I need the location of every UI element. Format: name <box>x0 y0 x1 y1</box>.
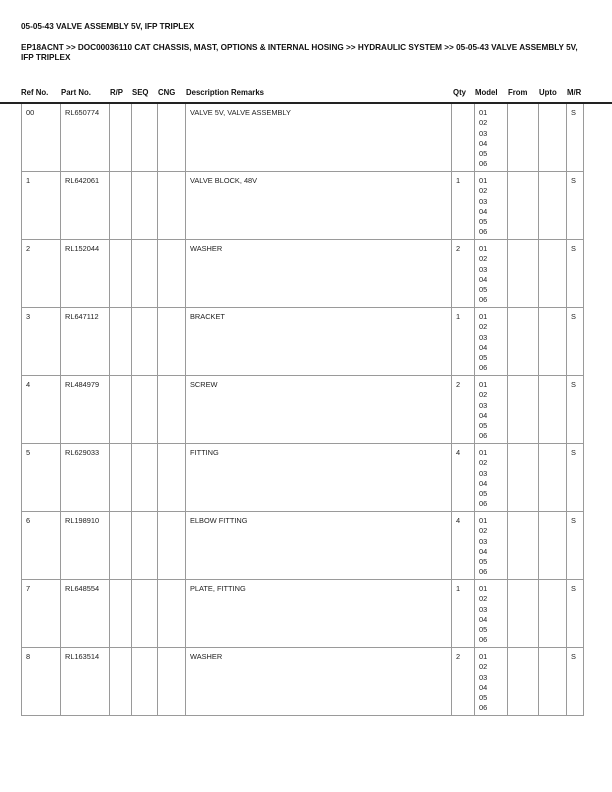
model-code: 02 <box>479 322 488 332</box>
cell-cng <box>158 104 186 172</box>
cell-mr: S <box>567 376 584 444</box>
header-qty: Qty <box>453 88 466 97</box>
cell-from <box>508 308 539 376</box>
document-title: 05-05-43 VALVE ASSEMBLY 5V, IFP TRIPLEX <box>21 22 195 31</box>
cell-mr: S <box>567 240 584 308</box>
header-rp: R/P <box>110 88 123 97</box>
cell-rp <box>110 580 132 648</box>
model-code: 04 <box>479 206 488 216</box>
table-row <box>22 308 584 376</box>
cell-seq <box>132 580 158 648</box>
cell-qty: 4 <box>452 512 475 580</box>
cell-mr: S <box>567 512 584 580</box>
cell-ref-no: 3 <box>22 308 61 376</box>
model-code: 03 <box>479 536 488 546</box>
cell-from <box>508 376 539 444</box>
parts-table <box>21 104 584 716</box>
model-code: 03 <box>479 196 488 206</box>
cell-qty: 2 <box>452 376 475 444</box>
model-code: 04 <box>479 614 488 624</box>
cell-description: WASHER <box>186 240 452 308</box>
parts-table-body <box>22 104 584 716</box>
model-code: 05 <box>479 625 488 635</box>
cell-model <box>475 308 508 376</box>
cell-model <box>475 580 508 648</box>
model-code: 05 <box>479 353 488 363</box>
cell-rp <box>110 648 132 716</box>
cell-seq <box>132 172 158 240</box>
cell-seq <box>132 308 158 376</box>
cell-cng <box>158 580 186 648</box>
cell-seq <box>132 240 158 308</box>
cell-seq <box>132 104 158 172</box>
cell-rp <box>110 240 132 308</box>
model-code: 05 <box>479 285 488 295</box>
cell-part-no: RL163514 <box>61 648 110 716</box>
cell-cng <box>158 648 186 716</box>
breadcrumb: EP18ACNT >> DOC00036110 CAT CHASSIS, MAST, OPTIONS & INTERNAL HOSING >> HYDRAULIC SYSTEM >> 05-05-43 VALVE ASSEMBLY 5V, IFP TRIPLEX <box>21 43 578 62</box>
cell-model <box>475 512 508 580</box>
cell-upto <box>539 648 567 716</box>
cell-ref-no: 2 <box>22 240 61 308</box>
cell-part-no: RL642061 <box>61 172 110 240</box>
cell-model <box>475 240 508 308</box>
cell-upto <box>539 580 567 648</box>
cell-from <box>508 172 539 240</box>
cell-ref-no: 8 <box>22 648 61 716</box>
cell-part-no: RL152044 <box>61 240 110 308</box>
cell-ref-no: 4 <box>22 376 61 444</box>
cell-from <box>508 512 539 580</box>
header-part-no: Part No. <box>61 88 91 97</box>
model-code: 04 <box>479 478 488 488</box>
cell-cng <box>158 240 186 308</box>
model-code: 06 <box>479 567 488 577</box>
cell-description: WASHER <box>186 648 452 716</box>
cell-rp <box>110 172 132 240</box>
model-code: 01 <box>479 380 488 389</box>
cell-model <box>475 104 508 172</box>
cell-ref-no: 7 <box>22 580 61 648</box>
cell-model <box>475 376 508 444</box>
cell-qty: 1 <box>452 308 475 376</box>
model-code: 01 <box>479 584 488 593</box>
table-row <box>22 648 584 716</box>
model-code: 04 <box>479 138 488 148</box>
cell-qty: 2 <box>452 240 475 308</box>
cell-upto <box>539 444 567 512</box>
header-from: From <box>508 88 528 97</box>
table-row <box>22 240 584 308</box>
cell-description: VALVE 5V, VALVE ASSEMBLY <box>186 104 452 172</box>
cell-rp <box>110 308 132 376</box>
cell-part-no: RL198910 <box>61 512 110 580</box>
cell-ref-no: 00 <box>22 104 61 172</box>
cell-upto <box>539 104 567 172</box>
model-code: 06 <box>479 431 488 441</box>
model-code: 04 <box>479 342 488 352</box>
table-row <box>22 104 584 172</box>
cell-upto <box>539 512 567 580</box>
model-code: 03 <box>479 400 488 410</box>
cell-upto <box>539 240 567 308</box>
cell-mr: S <box>567 172 584 240</box>
cell-upto <box>539 376 567 444</box>
model-code: 05 <box>479 421 488 431</box>
cell-part-no: RL650774 <box>61 104 110 172</box>
model-code: 06 <box>479 363 488 373</box>
cell-qty <box>452 104 475 172</box>
model-code: 02 <box>479 390 488 400</box>
cell-description: FITTING <box>186 444 452 512</box>
model-code: 01 <box>479 448 488 457</box>
model-code: 03 <box>479 604 488 614</box>
model-code: 03 <box>479 264 488 274</box>
cell-from <box>508 104 539 172</box>
cell-description: VALVE BLOCK, 48V <box>186 172 452 240</box>
model-code: 02 <box>479 662 488 672</box>
cell-mr: S <box>567 104 584 172</box>
cell-cng <box>158 512 186 580</box>
cell-mr: S <box>567 308 584 376</box>
cell-qty: 1 <box>452 172 475 240</box>
model-code: 05 <box>479 149 488 159</box>
cell-mr: S <box>567 580 584 648</box>
model-code: 04 <box>479 682 488 692</box>
cell-rp <box>110 444 132 512</box>
cell-model <box>475 444 508 512</box>
cell-description: BRACKET <box>186 308 452 376</box>
cell-ref-no: 6 <box>22 512 61 580</box>
header-ref-no: Ref No. <box>21 88 49 97</box>
model-code: 01 <box>479 516 488 525</box>
cell-part-no: RL484979 <box>61 376 110 444</box>
cell-cng <box>158 308 186 376</box>
model-code: 01 <box>479 652 488 661</box>
model-code: 02 <box>479 458 488 468</box>
table-row <box>22 444 584 512</box>
table-row <box>22 512 584 580</box>
cell-qty: 4 <box>452 444 475 512</box>
model-code: 01 <box>479 244 488 253</box>
model-code: 01 <box>479 108 488 117</box>
cell-description: ELBOW FITTING <box>186 512 452 580</box>
header-description: Description Remarks <box>186 88 264 97</box>
table-row <box>22 580 584 648</box>
cell-seq <box>132 648 158 716</box>
model-code: 03 <box>479 468 488 478</box>
model-code: 02 <box>479 254 488 264</box>
model-code: 05 <box>479 489 488 499</box>
model-code: 06 <box>479 635 488 645</box>
cell-cng <box>158 444 186 512</box>
cell-rp <box>110 104 132 172</box>
model-code: 01 <box>479 312 488 321</box>
model-code: 03 <box>479 128 488 138</box>
cell-seq <box>132 512 158 580</box>
model-code: 04 <box>479 410 488 420</box>
table-row <box>22 172 584 240</box>
cell-rp <box>110 512 132 580</box>
model-code: 02 <box>479 118 488 128</box>
model-code: 06 <box>479 295 488 305</box>
cell-part-no: RL648554 <box>61 580 110 648</box>
model-code: 06 <box>479 703 488 713</box>
cell-ref-no: 1 <box>22 172 61 240</box>
model-code: 04 <box>479 546 488 556</box>
header-cng: CNG <box>158 88 176 97</box>
cell-model <box>475 172 508 240</box>
model-code: 05 <box>479 557 488 567</box>
header-seq: SEQ <box>132 88 149 97</box>
model-code: 02 <box>479 186 488 196</box>
cell-model <box>475 648 508 716</box>
model-code: 01 <box>479 176 488 185</box>
header-model: Model <box>475 88 498 97</box>
cell-upto <box>539 172 567 240</box>
header-mr: M/R <box>567 88 582 97</box>
cell-mr: S <box>567 444 584 512</box>
cell-qty: 2 <box>452 648 475 716</box>
model-code: 03 <box>479 672 488 682</box>
cell-description: PLATE, FITTING <box>186 580 452 648</box>
model-code: 05 <box>479 217 488 227</box>
cell-part-no: RL629033 <box>61 444 110 512</box>
cell-part-no: RL647112 <box>61 308 110 376</box>
cell-seq <box>132 444 158 512</box>
cell-from <box>508 648 539 716</box>
model-code: 04 <box>479 274 488 284</box>
model-code: 03 <box>479 332 488 342</box>
cell-from <box>508 580 539 648</box>
model-code: 06 <box>479 499 488 509</box>
model-code: 02 <box>479 526 488 536</box>
model-code: 06 <box>479 227 488 237</box>
cell-description: SCREW <box>186 376 452 444</box>
model-code: 06 <box>479 159 488 169</box>
cell-qty: 1 <box>452 580 475 648</box>
header-upto: Upto <box>539 88 557 97</box>
cell-seq <box>132 376 158 444</box>
cell-from <box>508 240 539 308</box>
cell-cng <box>158 376 186 444</box>
column-headers <box>0 88 612 100</box>
cell-ref-no: 5 <box>22 444 61 512</box>
model-code: 05 <box>479 693 488 703</box>
cell-rp <box>110 376 132 444</box>
cell-mr: S <box>567 648 584 716</box>
cell-cng <box>158 172 186 240</box>
cell-from <box>508 444 539 512</box>
model-code: 02 <box>479 594 488 604</box>
cell-upto <box>539 308 567 376</box>
table-row <box>22 376 584 444</box>
